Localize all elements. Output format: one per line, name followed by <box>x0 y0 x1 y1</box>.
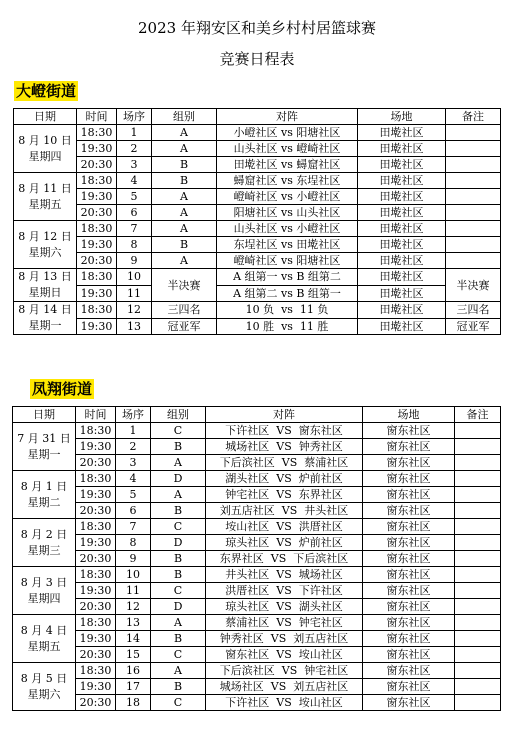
table-row <box>14 173 501 189</box>
game-no-cell: 5 <box>116 487 151 503</box>
document-title: 2023 年翔安区和美乡村村居篮球赛 <box>138 19 376 37</box>
venue-cell: 窗东社区 <box>363 519 455 535</box>
game-no-cell: 1 <box>117 125 152 141</box>
date-text: 8 月 12 日 <box>18 229 72 243</box>
note-cell <box>455 503 501 519</box>
group-cell: C <box>151 647 206 663</box>
time-cell: 19:30 <box>77 237 117 253</box>
venue-cell: 窗东社区 <box>363 567 455 583</box>
time-cell: 18:30 <box>76 471 116 487</box>
venue-cell: 田墘社区 <box>358 205 446 221</box>
game-no-cell: 7 <box>117 221 152 237</box>
note-cell <box>455 663 501 679</box>
game-no-cell: 4 <box>117 173 152 189</box>
venue-cell: 窗东社区 <box>363 455 455 471</box>
matchup-cell: 小嶝社区 vs 阳塘社区 <box>217 125 358 141</box>
group-cell: A <box>152 221 217 237</box>
note-cell: 冠亚军 <box>446 318 501 335</box>
venue-cell: 窗东社区 <box>363 503 455 519</box>
table-row <box>13 551 501 567</box>
group-cell: C <box>151 519 206 535</box>
note-cell <box>446 221 501 237</box>
schedule-table-dadeng <box>13 108 501 335</box>
venue-cell: 田墘社区 <box>358 125 446 141</box>
time-cell: 20:30 <box>76 455 116 471</box>
group-cell: B <box>151 551 206 567</box>
matchup-cell: 琼头社区 VS 湖头社区 <box>206 599 363 615</box>
note-cell <box>446 173 501 189</box>
matchup-cell: 窗东社区 VS 垵山社区 <box>206 647 363 663</box>
matchup-cell: A 组第一 vs B 组第二 <box>217 269 358 286</box>
game-no-cell: 3 <box>116 455 151 471</box>
date-text: 8 月 13 日 <box>18 270 72 283</box>
time-cell: 20:30 <box>76 599 116 615</box>
table-row <box>13 535 501 551</box>
group-cell: D <box>151 599 206 615</box>
group-cell: C <box>151 423 206 439</box>
matchup-cell: 阳塘社区 vs 山头社区 <box>217 205 358 221</box>
group-cell: B <box>151 439 206 455</box>
table-row <box>14 269 501 286</box>
time-cell: 18:30 <box>76 615 116 631</box>
game-no-cell: 12 <box>117 302 152 319</box>
note-cell <box>455 519 501 535</box>
venue-cell: 田墘社区 <box>358 221 446 237</box>
table-row <box>13 695 501 711</box>
venue-cell: 窗东社区 <box>363 535 455 551</box>
table-row <box>14 205 501 221</box>
time-cell: 18:30 <box>76 663 116 679</box>
note-cell <box>455 567 501 583</box>
matchup-cell: 蔡浦社区 VS 钟宅社区 <box>206 615 363 631</box>
note-cell <box>446 253 501 269</box>
weekday-text: 星期一 <box>27 447 61 461</box>
table-row <box>13 423 501 439</box>
weekday-text: 星期一 <box>28 319 62 332</box>
note-cell <box>446 205 501 221</box>
time-cell: 19:30 <box>77 141 117 157</box>
time-cell: 18:30 <box>77 302 117 319</box>
note-cell <box>455 647 501 663</box>
header-date: 日期 <box>13 407 76 423</box>
note-cell <box>455 615 501 631</box>
matchup-cell: 城场社区 VS 刘五店社区 <box>206 679 363 695</box>
venue-cell: 窗东社区 <box>363 679 455 695</box>
time-cell: 18:30 <box>77 221 117 237</box>
time-cell: 20:30 <box>76 695 116 711</box>
time-cell: 18:30 <box>76 423 116 439</box>
time-cell: 20:30 <box>77 157 117 173</box>
group-cell: B <box>152 237 217 253</box>
game-no-cell: 11 <box>116 583 151 599</box>
venue-cell: 窗东社区 <box>363 423 455 439</box>
venue-cell: 窗东社区 <box>363 439 455 455</box>
note-cell <box>455 679 501 695</box>
group-cell: A <box>152 125 217 141</box>
venue-cell: 窗东社区 <box>363 471 455 487</box>
header-group: 组别 <box>152 109 217 125</box>
group-cell: 冠亚军 <box>152 318 217 335</box>
group-cell: A <box>151 663 206 679</box>
time-cell: 19:30 <box>76 631 116 647</box>
date-text: 8 月 5 日 <box>20 671 68 685</box>
game-no-cell: 6 <box>116 503 151 519</box>
matchup-cell: 琼头社区 VS 炉前社区 <box>206 535 363 551</box>
weekday-text: 星期五 <box>27 639 61 653</box>
game-no-cell: 12 <box>116 599 151 615</box>
game-no-cell: 11 <box>117 285 152 302</box>
note-cell <box>455 439 501 455</box>
header-matchup: 对阵 <box>217 109 358 125</box>
game-no-cell: 2 <box>116 439 151 455</box>
weekday-text: 星期五 <box>28 197 62 211</box>
date-text: 8 月 2 日 <box>20 527 68 541</box>
header-game-no: 场序 <box>117 109 152 125</box>
time-cell: 20:30 <box>76 551 116 567</box>
section-title-fengxiang: 凤翔街道 <box>32 380 93 398</box>
group-cell: A <box>152 253 217 269</box>
note-cell <box>455 695 501 711</box>
time-cell: 18:30 <box>77 125 117 141</box>
group-cell: 三四名 <box>152 302 217 319</box>
time-cell: 20:30 <box>76 503 116 519</box>
table-row <box>13 567 501 583</box>
date-text: 8 月 14 日 <box>18 303 72 316</box>
time-cell: 19:30 <box>77 189 117 205</box>
date-text: 8 月 4 日 <box>20 623 68 637</box>
date-cell <box>13 567 76 615</box>
matchup-cell: 城场社区 VS 钟秀社区 <box>206 439 363 455</box>
game-no-cell: 15 <box>116 647 151 663</box>
group-cell: A <box>152 141 217 157</box>
date-cell <box>14 221 77 269</box>
game-no-cell: 4 <box>116 471 151 487</box>
venue-cell: 窗东社区 <box>363 551 455 567</box>
matchup-cell: 刘五店社区 VS 井头社区 <box>206 503 363 519</box>
game-no-cell: 10 <box>117 269 152 286</box>
venue-cell: 窗东社区 <box>363 615 455 631</box>
time-cell: 18:30 <box>77 173 117 189</box>
group-cell: D <box>151 535 206 551</box>
table-row <box>14 285 501 302</box>
header-group: 组别 <box>151 407 206 423</box>
group-cell: C <box>151 695 206 711</box>
table-row <box>13 487 501 503</box>
table-row <box>13 583 501 599</box>
matchup-cell: 山头社区 vs 小嶝社区 <box>217 221 358 237</box>
game-no-cell: 8 <box>116 535 151 551</box>
venue-cell: 窗东社区 <box>363 663 455 679</box>
time-cell: 19:30 <box>76 679 116 695</box>
date-cell <box>14 125 77 173</box>
schedule-table-fengxiang <box>12 406 501 711</box>
note-cell <box>455 631 501 647</box>
venue-cell: 窗东社区 <box>363 583 455 599</box>
matchup-cell: 嶝崎社区 vs 小嶝社区 <box>217 189 358 205</box>
note-cell <box>455 535 501 551</box>
venue-cell: 田墘社区 <box>358 253 446 269</box>
game-no-cell: 1 <box>116 423 151 439</box>
matchup-cell: A 组第二 vs B 组第一 <box>217 285 358 302</box>
game-no-cell: 9 <box>117 253 152 269</box>
group-cell: A <box>151 615 206 631</box>
matchup-cell: 垵山社区 VS 洪厝社区 <box>206 519 363 535</box>
game-no-cell: 9 <box>116 551 151 567</box>
date-cell <box>13 471 76 519</box>
game-no-cell: 7 <box>116 519 151 535</box>
group-cell: B <box>151 503 206 519</box>
header-game-no: 场序 <box>116 407 151 423</box>
note-cell <box>446 141 501 157</box>
game-no-cell: 6 <box>117 205 152 221</box>
note-cell <box>446 189 501 205</box>
game-no-cell: 10 <box>116 567 151 583</box>
matchup-cell: 下许社区 VS 窗东社区 <box>206 423 363 439</box>
group-cell: B <box>152 157 217 173</box>
date-text: 8 月 1 日 <box>20 479 68 493</box>
time-cell: 18:30 <box>76 519 116 535</box>
note-cell <box>446 157 501 173</box>
date-text: 8 月 11 日 <box>18 181 72 195</box>
table-row <box>13 647 501 663</box>
game-no-cell: 3 <box>117 157 152 173</box>
time-cell: 19:30 <box>76 535 116 551</box>
weekday-text: 星期二 <box>27 495 61 509</box>
table-row <box>14 318 501 335</box>
venue-cell: 田墘社区 <box>358 237 446 253</box>
game-no-cell: 2 <box>117 141 152 157</box>
venue-cell: 窗东社区 <box>363 599 455 615</box>
table-row <box>13 455 501 471</box>
time-cell: 19:30 <box>76 583 116 599</box>
header-date: 日期 <box>14 109 77 125</box>
table-row <box>13 439 501 455</box>
matchup-cell: 10 负 vs 11 负 <box>217 302 358 319</box>
date-cell <box>14 302 77 335</box>
time-cell: 19:30 <box>77 285 117 302</box>
venue-cell: 窗东社区 <box>363 695 455 711</box>
game-no-cell: 13 <box>116 615 151 631</box>
venue-cell: 窗东社区 <box>363 487 455 503</box>
group-cell: B <box>152 173 217 189</box>
time-cell: 20:30 <box>76 647 116 663</box>
date-cell <box>14 269 77 302</box>
matchup-cell: 湖头社区 VS 炉前社区 <box>206 471 363 487</box>
date-cell <box>13 615 76 663</box>
group-cell: B <box>151 567 206 583</box>
header-note: 备注 <box>446 109 501 125</box>
header-row <box>13 407 501 423</box>
note-cell <box>455 471 501 487</box>
game-no-cell: 14 <box>116 631 151 647</box>
note-cell: 半决赛 <box>446 269 501 302</box>
date-cell <box>13 663 76 711</box>
matchup-cell: 蟳窟社区 vs 东埕社区 <box>217 173 358 189</box>
note-cell <box>455 455 501 471</box>
group-cell: 半决赛 <box>152 269 217 302</box>
matchup-cell: 下后滨社区 VS 钟宅社区 <box>206 663 363 679</box>
table-row <box>14 125 501 141</box>
header-time: 时间 <box>77 109 117 125</box>
date-text: 8 月 10 日 <box>18 133 72 147</box>
section-title-dadeng: 大嶝街道 <box>16 82 77 100</box>
header-row <box>14 109 501 125</box>
matchup-cell: 下许社区 VS 垵山社区 <box>206 695 363 711</box>
table-row <box>13 679 501 695</box>
venue-cell: 田墘社区 <box>358 141 446 157</box>
matchup-cell: 田墘社区 vs 蟳窟社区 <box>217 157 358 173</box>
note-cell <box>446 237 501 253</box>
table-row <box>14 221 501 237</box>
note-cell <box>455 599 501 615</box>
time-cell: 19:30 <box>77 318 117 335</box>
header-venue: 场地 <box>363 407 455 423</box>
venue-cell: 田墘社区 <box>358 318 446 335</box>
game-no-cell: 17 <box>116 679 151 695</box>
time-cell: 19:30 <box>76 439 116 455</box>
matchup-cell: 钟秀社区 VS 刘五店社区 <box>206 631 363 647</box>
table-row <box>13 663 501 679</box>
table-row <box>13 471 501 487</box>
group-cell: A <box>152 189 217 205</box>
note-cell <box>455 487 501 503</box>
note-cell <box>455 551 501 567</box>
time-cell: 19:30 <box>76 487 116 503</box>
matchup-cell: 井头社区 VS 城场社区 <box>206 567 363 583</box>
header-venue: 场地 <box>358 109 446 125</box>
game-no-cell: 18 <box>116 695 151 711</box>
matchup-cell: 下后滨社区 VS 蔡浦社区 <box>206 455 363 471</box>
table-row <box>14 253 501 269</box>
header-note: 备注 <box>455 407 501 423</box>
note-cell <box>446 125 501 141</box>
note-cell: 三四名 <box>446 302 501 319</box>
venue-cell: 田墘社区 <box>358 189 446 205</box>
venue-cell: 田墘社区 <box>358 269 446 286</box>
note-cell <box>455 423 501 439</box>
date-text: 8 月 3 日 <box>20 575 68 589</box>
matchup-cell: 山头社区 vs 嶝崎社区 <box>217 141 358 157</box>
weekday-text: 星期六 <box>28 245 62 259</box>
game-no-cell: 16 <box>116 663 151 679</box>
table-row <box>13 599 501 615</box>
group-cell: A <box>151 455 206 471</box>
group-cell: C <box>151 583 206 599</box>
table-row <box>14 302 501 319</box>
weekday-text: 星期四 <box>28 149 62 163</box>
group-cell: A <box>151 487 206 503</box>
time-cell: 18:30 <box>76 567 116 583</box>
document-subtitle: 竞赛日程表 <box>219 50 295 68</box>
weekday-text: 星期四 <box>27 591 61 605</box>
matchup-cell: 洪厝社区 VS 下许社区 <box>206 583 363 599</box>
date-text: 7 月 31 日 <box>17 431 71 445</box>
venue-cell: 窗东社区 <box>363 631 455 647</box>
table-row <box>14 141 501 157</box>
game-no-cell: 13 <box>117 318 152 335</box>
group-cell: D <box>151 471 206 487</box>
time-cell: 20:30 <box>77 253 117 269</box>
venue-cell: 田墘社区 <box>358 157 446 173</box>
header-time: 时间 <box>76 407 116 423</box>
date-cell <box>13 423 76 471</box>
date-cell <box>14 173 77 221</box>
table-row <box>13 519 501 535</box>
table-row <box>13 631 501 647</box>
weekday-text: 星期六 <box>27 687 61 701</box>
weekday-text: 星期日 <box>28 286 62 299</box>
group-cell: A <box>152 205 217 221</box>
date-cell <box>13 519 76 567</box>
matchup-cell: 嶝崎社区 vs 阳塘社区 <box>217 253 358 269</box>
matchup-cell: 10 胜 vs 11 胜 <box>217 318 358 335</box>
time-cell: 18:30 <box>77 269 117 286</box>
venue-cell: 田墘社区 <box>358 173 446 189</box>
time-cell: 20:30 <box>77 205 117 221</box>
group-cell: B <box>151 631 206 647</box>
table-row <box>13 503 501 519</box>
venue-cell: 田墘社区 <box>358 302 446 319</box>
game-no-cell: 5 <box>117 189 152 205</box>
game-no-cell: 8 <box>117 237 152 253</box>
weekday-text: 星期三 <box>27 543 61 557</box>
matchup-cell: 钟宅社区 VS 东界社区 <box>206 487 363 503</box>
table-row <box>14 189 501 205</box>
venue-cell: 窗东社区 <box>363 647 455 663</box>
header-matchup: 对阵 <box>206 407 363 423</box>
matchup-cell: 东埕社区 vs 田墘社区 <box>217 237 358 253</box>
table-row <box>14 237 501 253</box>
venue-cell: 田墘社区 <box>358 285 446 302</box>
table-row <box>13 615 501 631</box>
note-cell <box>455 583 501 599</box>
matchup-cell: 东界社区 VS 下后滨社区 <box>206 551 363 567</box>
group-cell: B <box>151 679 206 695</box>
table-row <box>14 157 501 173</box>
